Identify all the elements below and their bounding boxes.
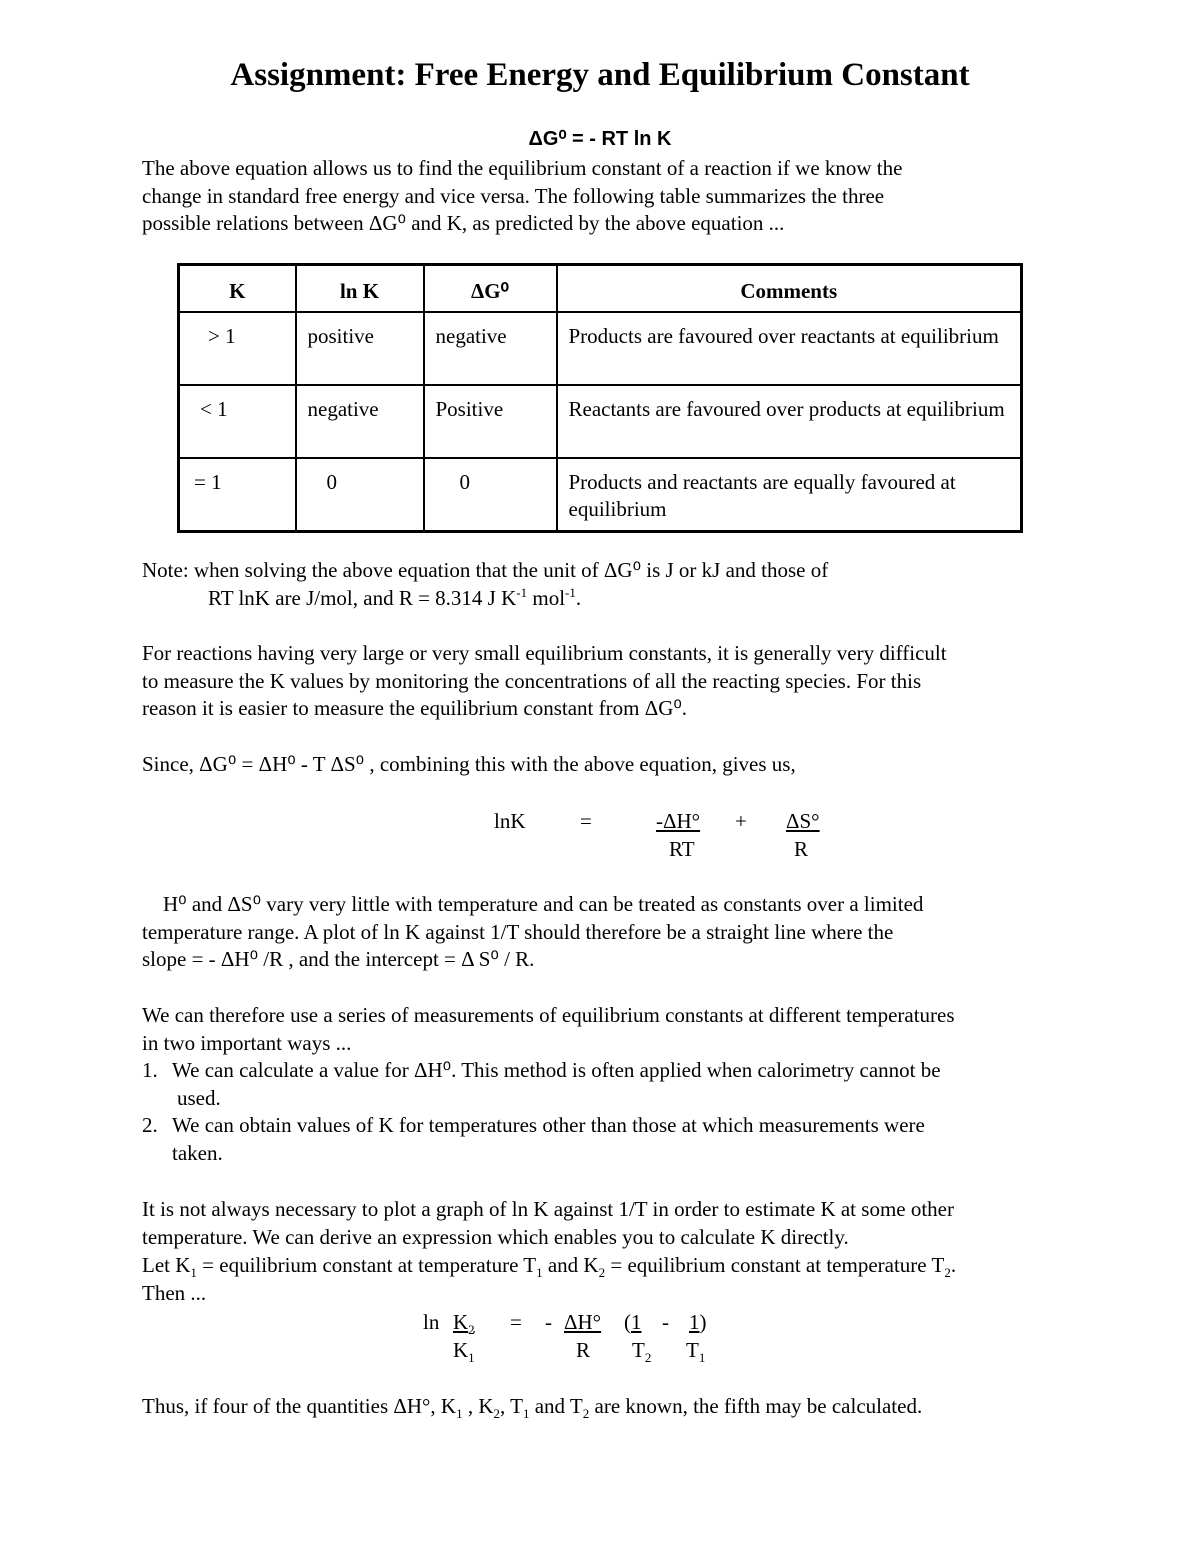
note-line-1: Note: when solving the above equation that the unit of ΔG⁰ is J or kJ and those of (142, 558, 829, 582)
list-item: 1. We can calculate a value for ΔH⁰. This method is often applied when calorimetry cannot be (142, 1058, 941, 1082)
since-line: Since, ΔG⁰ = ΔH⁰ - T ΔS⁰ , combining this with the above equation, gives us, (142, 752, 796, 776)
final-line: Thus, if four of the quantities ΔH°, $K_1$ , $K_2$, $T_1$ and $T_2$ are known, the fifth may be calculated. (142, 1394, 923, 1422)
eq2-equals: = (580, 809, 592, 833)
note-line-2: RT lnK are J/mol, and R = 8.314 J $K^{-1}$ mol$^{-1}$. (208, 585, 582, 610)
table-row (179, 312, 1022, 385)
eq3-frac2-den: $T_1$ (686, 1338, 706, 1366)
cell-k: = 1 (179, 458, 296, 531)
relations-table (177, 263, 1023, 533)
series-paragraph: We can therefore use a series of measurements of equilibrium constants at different temperatures in two important ways ... (142, 1003, 955, 1055)
large-small-paragraph: For reactions having very large or very small equilibrium constants, it is generally very difficult to measure the K values by monitoring the concentrations of all the reacting species. For this reason it is easier to measure the equilibrium constant from ΔG⁰. (142, 641, 947, 720)
list-item: 2. We can obtain values of K for temperatures other than those at which measurements were (142, 1113, 925, 1137)
eq2-plus: + (735, 809, 747, 833)
cell-lnk: negative (296, 385, 424, 458)
header-lnk: ln K (296, 265, 424, 313)
eq3-frac1-den: $T_2$ (632, 1338, 652, 1366)
eq3-k2: $K_2$ (453, 1310, 475, 1338)
eq2-denominator-2: R (794, 837, 809, 861)
main-equation: ΔG⁰ = - RT ln K (528, 128, 672, 150)
ways-list (142, 1057, 941, 1167)
intro-line: possible relations between ΔG⁰ and K, as predicted by the above equation ... (142, 211, 785, 235)
eq3-minus: - (545, 1310, 552, 1334)
cell-k: < 1 (179, 385, 296, 458)
header-comments: Comments (557, 265, 1022, 313)
page-title: Assignment: Free Energy and Equilibrium Constant (230, 57, 970, 93)
eq3-r: R (576, 1338, 591, 1362)
eq3-frac2-num: 1) (689, 1310, 707, 1334)
vary-paragraph: H⁰ and ΔS⁰ vary very little with temperature and can be treated as constants over a limited temperature range. A plot of ln K against 1/T should therefore be a straight line where the slope = - ΔH⁰ /R , and the intercept = Δ S⁰ / R. (142, 892, 924, 971)
cell-dg: 0 (424, 458, 557, 531)
cell-k: > 1 (179, 312, 296, 385)
list-item-continuation: taken. (172, 1140, 223, 1165)
cell-lnk: positive (296, 312, 424, 385)
eq3-ln: ln (423, 1310, 440, 1334)
eq3-equals: = (510, 1310, 522, 1334)
eq2-numerator-1: -ΔH° (656, 809, 701, 833)
plot-paragraph: It is not always necessary to plot a graph of ln K against 1/T in order to estimate K at some other temperature. We can derive an expression which enables you to calculate K directly. (142, 1197, 954, 1249)
cell-lnk: 0 (296, 458, 424, 531)
cell-comment: Products and reactants are equally favoured at equilibrium (557, 458, 1022, 531)
table-header-row (179, 265, 1022, 313)
cell-comment: Reactants are favoured over products at equilibrium (557, 385, 1022, 458)
header-k: K (179, 265, 296, 313)
eq3-frac1-num: (1 (624, 1310, 642, 1334)
header-dg: ΔG⁰ (424, 265, 557, 313)
eq3-k1: $K_1$ (453, 1338, 475, 1366)
cell-dg: negative (424, 312, 557, 385)
eq3-dash: - (662, 1310, 669, 1334)
cell-comment: Products are favoured over reactants at equilibrium (557, 312, 1022, 385)
list-item-continuation: used. (177, 1085, 221, 1110)
eq2-numerator-2: ΔS° (786, 809, 820, 833)
intro-line: change in standard free energy and vice versa. The following table summarizes the three (142, 183, 885, 208)
intro-paragraph (142, 155, 902, 238)
intro-line: The above equation allows us to find the equilibrium constant of a reaction if we know the (142, 156, 903, 180)
let-line: Let $K_1$ = equilibrium constant at temperature $T_1$ and $K_2$ = equilibrium constant at temperature $T_2$. (142, 1253, 957, 1281)
table-row (179, 458, 1022, 531)
eq2-lhs: lnK (494, 809, 526, 833)
cell-dg: Positive (424, 385, 557, 458)
eq2-denominator-1: RT (669, 837, 695, 861)
table-row (179, 385, 1022, 458)
eq3-dh: ΔH° (564, 1310, 602, 1334)
then-line: Then ... (142, 1281, 207, 1305)
